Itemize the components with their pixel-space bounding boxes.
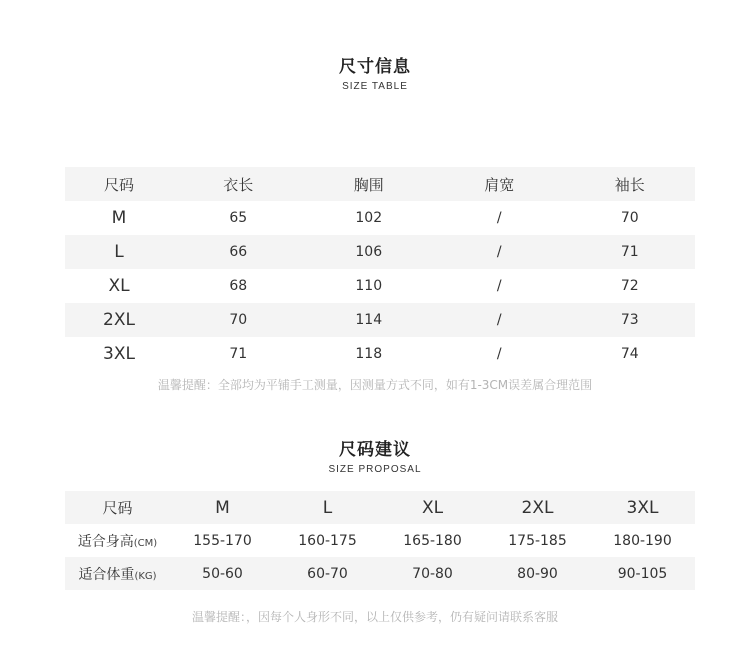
table-cell: 70-80 xyxy=(412,565,453,582)
table-cell: 66 xyxy=(229,244,248,260)
header-cell: 尺码 xyxy=(102,499,133,517)
proposal-header-row xyxy=(65,491,695,524)
size-table-title-block xyxy=(0,52,750,92)
table-row xyxy=(65,524,695,557)
table-row xyxy=(65,557,695,590)
table-cell: 160-175 xyxy=(298,532,357,549)
table-cell: 175-185 xyxy=(508,532,567,549)
header-cell: 尺码 xyxy=(103,175,134,194)
table-cell: 102 xyxy=(355,210,383,226)
table-cell: / xyxy=(496,346,502,362)
table-cell: / xyxy=(496,210,502,226)
table-cell: 71 xyxy=(620,244,639,260)
height-unit: (CM) xyxy=(133,537,158,549)
weight-unit: (KG) xyxy=(134,570,157,582)
size-cell: XL xyxy=(108,276,130,296)
table-cell: 165-180 xyxy=(403,532,462,549)
size-cell: M xyxy=(111,208,127,228)
size-proposal-table xyxy=(65,491,695,590)
table-cell: 114 xyxy=(355,312,383,328)
table-cell: / xyxy=(496,278,502,294)
header-cell: 袖长 xyxy=(614,175,645,194)
size-table xyxy=(65,167,695,371)
table-cell: 180-190 xyxy=(613,532,672,549)
table-cell: 65 xyxy=(229,210,248,226)
weight-label: 适合体重 xyxy=(78,566,135,583)
table-cell: / xyxy=(496,312,502,328)
row-label xyxy=(65,564,170,584)
size-cell: L xyxy=(114,242,124,262)
size-cell: 2XL xyxy=(103,310,135,330)
size-table-subtitle: SIZE TABLE xyxy=(342,81,408,92)
header-cell: 肩宽 xyxy=(484,175,515,194)
row-label xyxy=(65,531,170,551)
table-cell: 70 xyxy=(620,210,639,226)
table-cell: 155-170 xyxy=(193,532,252,549)
table-cell: 72 xyxy=(620,278,639,294)
table-cell: 74 xyxy=(620,346,639,362)
table-cell: 110 xyxy=(355,278,383,294)
header-cell: L xyxy=(322,497,333,518)
header-cell: XL xyxy=(421,497,444,518)
table-cell: 71 xyxy=(229,346,248,362)
table-cell: 106 xyxy=(355,244,383,260)
size-table-header-row xyxy=(65,167,695,201)
header-cell: 胸围 xyxy=(353,175,384,194)
table-cell: / xyxy=(496,244,502,260)
header-cell: 2XL xyxy=(521,497,554,518)
table-cell: 68 xyxy=(229,278,248,294)
table-row xyxy=(65,201,695,235)
header-cell: 衣长 xyxy=(223,175,254,194)
table-cell: 73 xyxy=(620,312,639,328)
header-cell: M xyxy=(215,497,230,518)
table-cell: 80-90 xyxy=(517,565,558,582)
table-row xyxy=(65,303,695,337)
size-proposal-title-block xyxy=(0,435,750,475)
table-cell: 70 xyxy=(229,312,248,328)
header-cell: 3XL xyxy=(626,497,659,518)
size-table-title: 尺寸信息 xyxy=(339,57,411,77)
size-proposal-title: 尺码建议 xyxy=(339,440,411,460)
table-row xyxy=(65,269,695,303)
height-label: 适合身高 xyxy=(77,533,134,550)
table-cell: 50-60 xyxy=(202,565,243,582)
measurement-note: 温馨提醒：全部均为平铺手工测量，因测量方式不同，如有1-3CM误差属合理范围 xyxy=(157,378,593,392)
proposal-note: 温馨提醒：，因每个人身形不同，以上仅供参考，仍有疑问请联系客服 xyxy=(191,610,558,624)
size-proposal-subtitle: SIZE PROPOSAL xyxy=(328,464,422,475)
table-row xyxy=(65,337,695,371)
table-cell: 60-70 xyxy=(307,565,348,582)
table-cell: 90-105 xyxy=(617,565,668,582)
size-cell: 3XL xyxy=(103,344,135,364)
table-cell: 118 xyxy=(355,346,383,362)
table-row xyxy=(65,235,695,269)
